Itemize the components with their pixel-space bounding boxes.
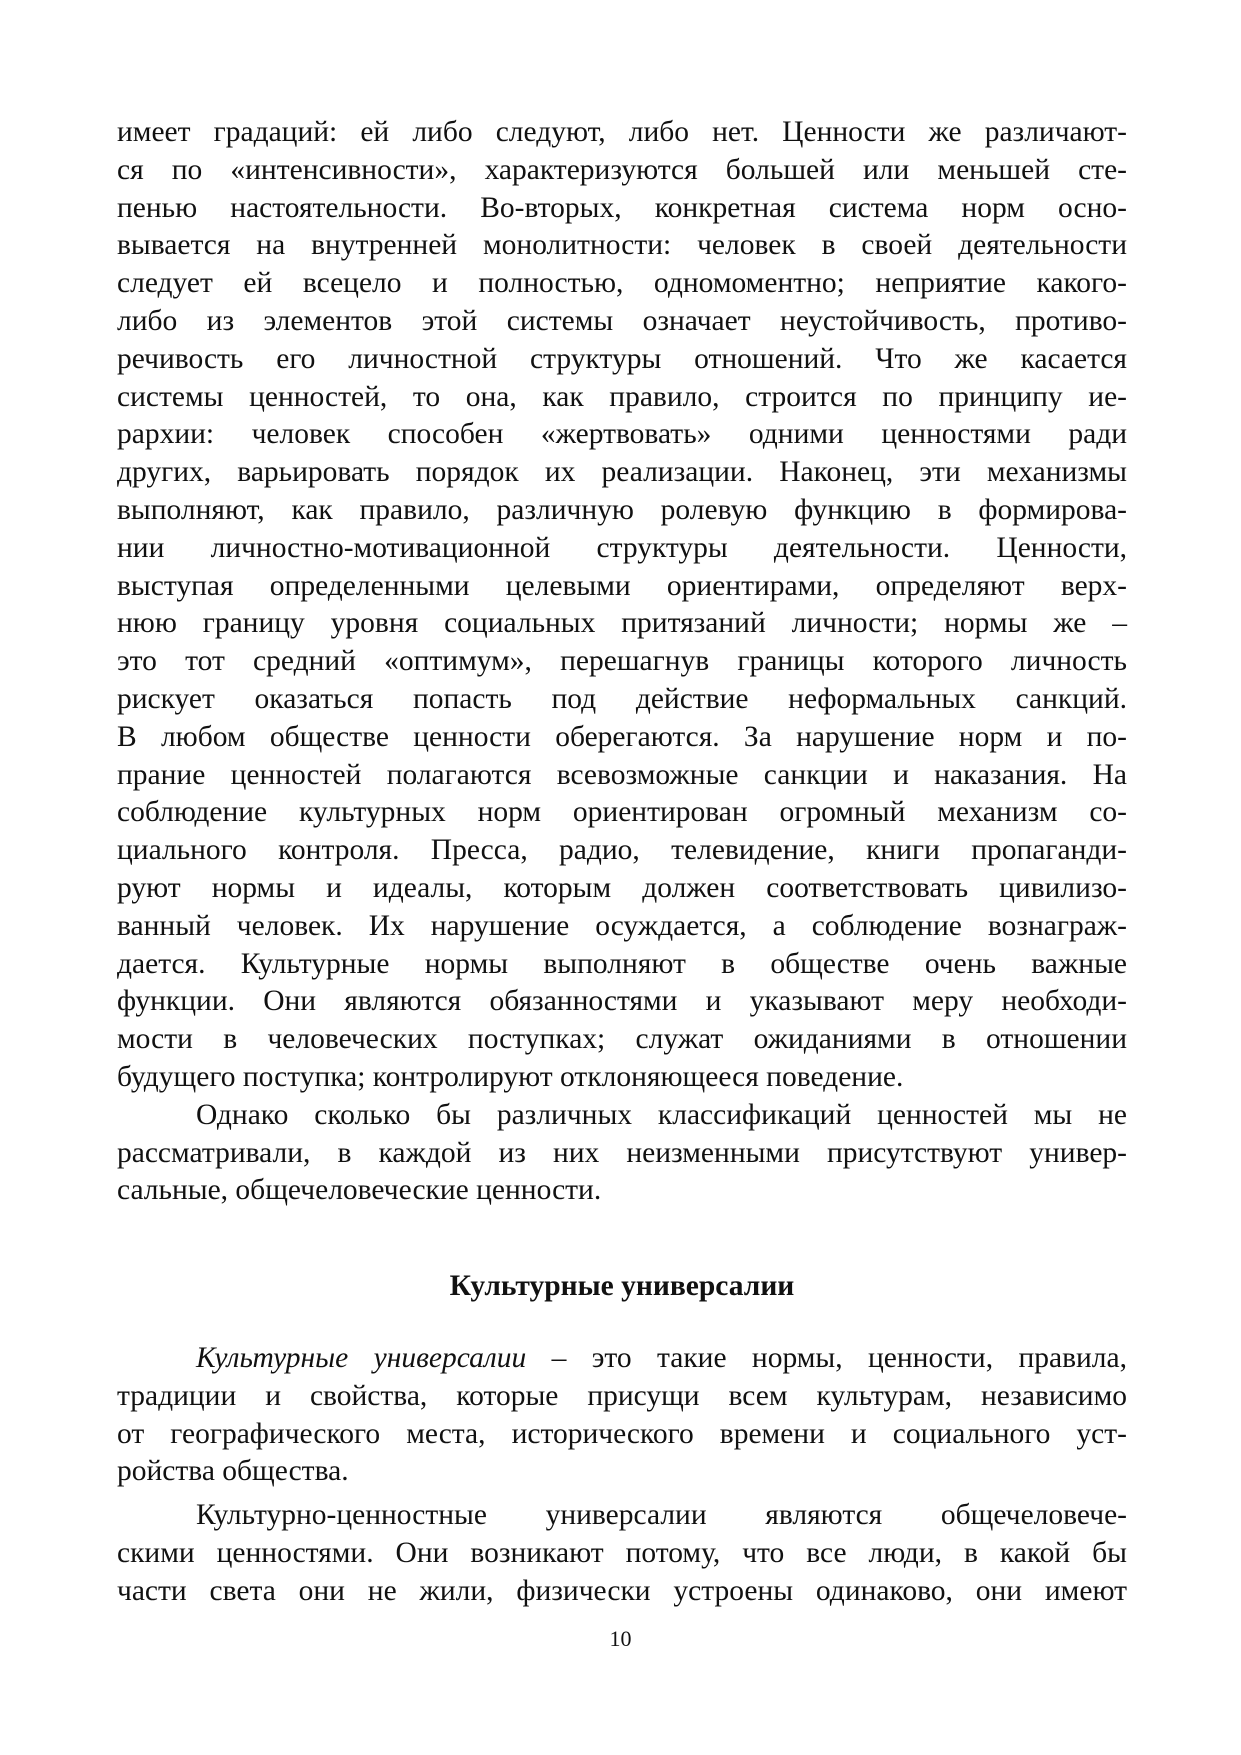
text-line: нюю границу уровня социальных притязаний личности; нормы же – <box>117 607 1127 640</box>
paragraph-definition <box>117 1340 1127 1491</box>
text-line: пенью настоятельности. Во-вторых, конкретная система норм осно- <box>117 191 1127 224</box>
text-line: от географического места, исторического времени и социального уст- <box>117 1417 1127 1450</box>
text-line: традиции и свойства, которые присущи всем культурам, независимо <box>117 1379 1127 1412</box>
text-line: ся по «интенсивности», характеризуются большей или меньшей сте- <box>117 153 1127 186</box>
text-line: рискует оказаться попасть под действие неформальных санкций. <box>117 682 1127 715</box>
text-line: части света они не жили, физически устроены одинаково, они имеют <box>117 1574 1127 1607</box>
definition-term: Культурные универсалии <box>196 1342 527 1374</box>
text-line: соблюдение культурных норм ориентирован огромный механизм со- <box>117 796 1127 829</box>
definition-text: – это такие нормы, ценности, правила, <box>526 1342 1127 1374</box>
text-line: циального контроля. Пресса, радио, телевидение, книги пропаганди- <box>117 834 1127 867</box>
section-heading: Культурные универсалии <box>449 1270 795 1302</box>
text-line: Однако сколько бы различных классификаций ценностей мы не <box>196 1098 1127 1131</box>
body-text-bottom <box>117 1340 1127 1611</box>
text-line: либо из элементов этой системы означает неустойчивость, противо- <box>117 304 1127 337</box>
text-line: руют нормы и идеалы, которым должен соответствовать цивилизо- <box>117 871 1127 904</box>
text-line: В любом обществе ценности оберегаются. За нарушение норм и по- <box>117 720 1127 753</box>
text-line: других, варьировать порядок их реализации. Наконец, эти механизмы <box>117 456 1127 489</box>
text-line: это тот средний «оптимум», перешагнув границы которого личность <box>117 645 1127 678</box>
text-line: Культурно-ценностные универсалии являются общечеловече- <box>196 1499 1127 1532</box>
paragraph-norms-values <box>117 114 1127 1097</box>
text-line: прание ценностей полагаются всевозможные санкции и наказания. На <box>117 758 1127 791</box>
paragraph-universal-values <box>117 1097 1127 1210</box>
text-line: нии личностно-мотивационной структуры деятельности. Ценности, <box>117 531 1127 564</box>
text-line: дается. Культурные нормы выполняют в обществе очень важные <box>117 947 1127 980</box>
text-line: вывается на внутренней монолитности: человек в своей деятельности <box>117 229 1127 262</box>
text-line: рассматривали, в каждой из них неизменными присутствуют универ- <box>117 1136 1127 1169</box>
page-number: 10 <box>609 1626 632 1651</box>
text-line: ройства общества. <box>117 1455 349 1488</box>
paragraph-cultural-values <box>117 1497 1127 1610</box>
text-line: ванный человек. Их нарушение осуждается, а соблюдение вознаграж- <box>117 909 1127 942</box>
definition-first-line <box>117 1340 1127 1378</box>
body-text-top <box>117 114 1127 1210</box>
text-line: системы ценностей, то она, как правило, строится по принципу ие- <box>117 380 1127 413</box>
text-line: скими ценностями. Они возникают потому, что все люди, в какой бы <box>117 1536 1127 1569</box>
text-line: мости в человеческих поступках; служат ожиданиями в отношении <box>117 1023 1127 1056</box>
text-line: будущего поступка; контролируют отклоняющееся поведение. <box>117 1060 904 1093</box>
text-line: имеет градаций: ей либо следуют, либо нет. Ценности же различают- <box>117 116 1127 148</box>
text-line: выступая определенными целевыми ориентирами, определяют верх- <box>117 569 1127 602</box>
text-line: сальные, общечеловеческие ценности. <box>117 1174 602 1207</box>
text-line: выполняют, как правило, различную ролевую функцию в формирова- <box>117 493 1127 526</box>
text-line: следует ей всецело и полностью, одномоментно; неприятие какого- <box>117 267 1127 300</box>
text-line: функции. Они являются обязанностями и указывают меру необходи- <box>117 985 1127 1018</box>
text-line: речивость его личностной структуры отношений. Что же касается <box>117 342 1127 375</box>
text-line: рархии: человек способен «жертвовать» одними ценностями ради <box>117 418 1127 451</box>
